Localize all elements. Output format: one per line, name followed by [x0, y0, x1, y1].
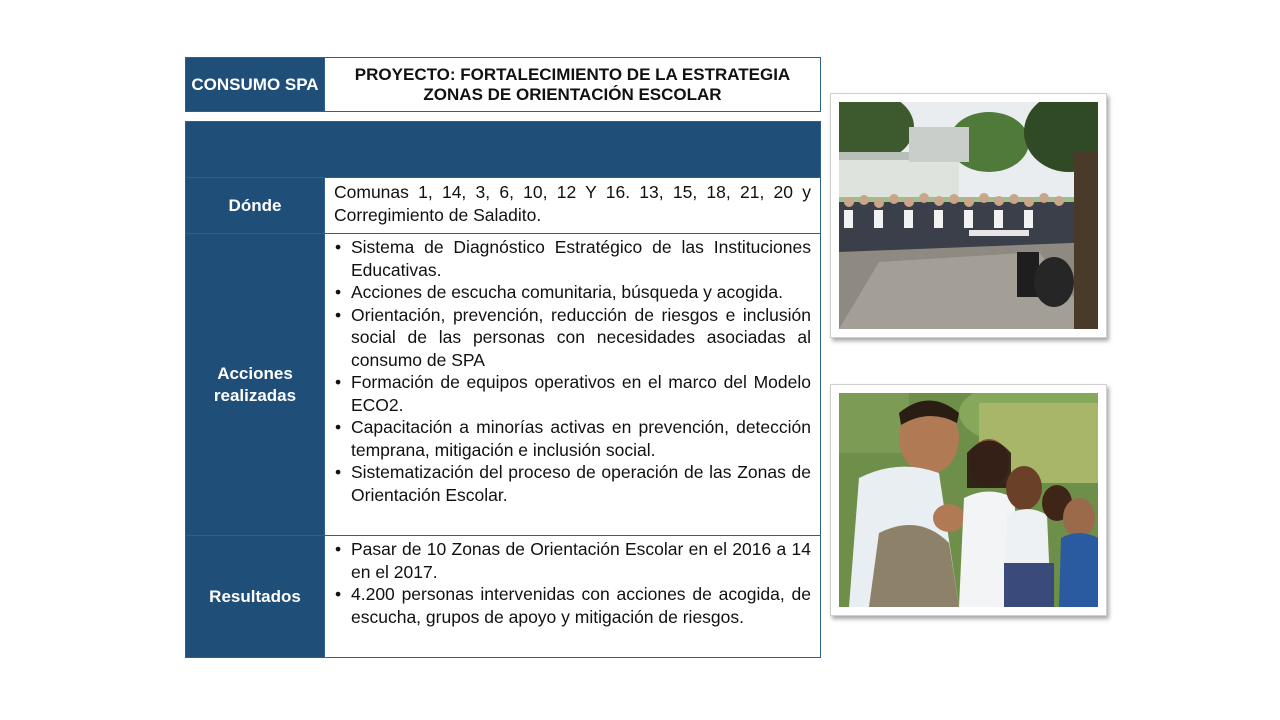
row-value-donde: Comunas 1, 14, 3, 6, 10, 12 Y 16. 13, 15, 18, 21, 20 y Corregimiento de Saladito.: [324, 178, 820, 233]
list-item: • Sistema de Diagnóstico Estratégico de las Instituciones Educativas.: [335, 237, 811, 280]
project-header: [185, 57, 821, 112]
row-label-donde: Dónde: [186, 178, 324, 233]
photo-school-gathering: [830, 93, 1107, 338]
list-item: • 4.200 personas intervenidas con acciones de acogida, de escucha, grupos de apoyo y mitigación de riesgos.: [335, 584, 811, 627]
list-item: • Acciones de escucha comunitaria, búsqueda y acogida.: [335, 282, 783, 302]
list-item: • Sistematización del proceso de operación de las Zonas de Orientación Escolar.: [335, 462, 811, 505]
acciones-list: [333, 236, 811, 506]
photo-students-selfie: [830, 384, 1107, 616]
list-item: • Orientación, prevención, reducción de riesgos e inclusión social de las personas con necesidades asociadas al consumo de SPA: [335, 304, 811, 370]
row-resultados: [186, 535, 820, 657]
list-item: • Capacitación a minorías activas en prevención, detección temprana, mitigación e inclusión social.: [335, 417, 811, 460]
list-item: • Pasar de 10 Zonas de Orientación Escolar en el 2016 a 14 en el 2017.: [335, 539, 811, 582]
row-label-resultados: Resultados: [186, 536, 324, 657]
project-title: PROYECTO: FORTALECIMIENTO DE LA ESTRATEGIA ZONAS DE ORIENTACIÓN ESCOLAR: [324, 58, 820, 111]
list-item: • Formación de equipos operativos en el marco del Modelo ECO2.: [335, 372, 811, 415]
row-label-acciones: Acciones realizadas: [186, 234, 324, 535]
row-value-resultados: [324, 536, 820, 657]
resultados-list: [333, 538, 811, 628]
row-value-acciones: [324, 234, 820, 535]
students-selfie-image: [839, 393, 1098, 607]
project-table: [185, 121, 821, 658]
category-label: CONSUMO SPA: [186, 58, 324, 111]
row-acciones: [186, 233, 820, 535]
school-gathering-image: [839, 102, 1098, 329]
table-blank-band: [186, 122, 820, 177]
row-donde: [186, 177, 820, 233]
